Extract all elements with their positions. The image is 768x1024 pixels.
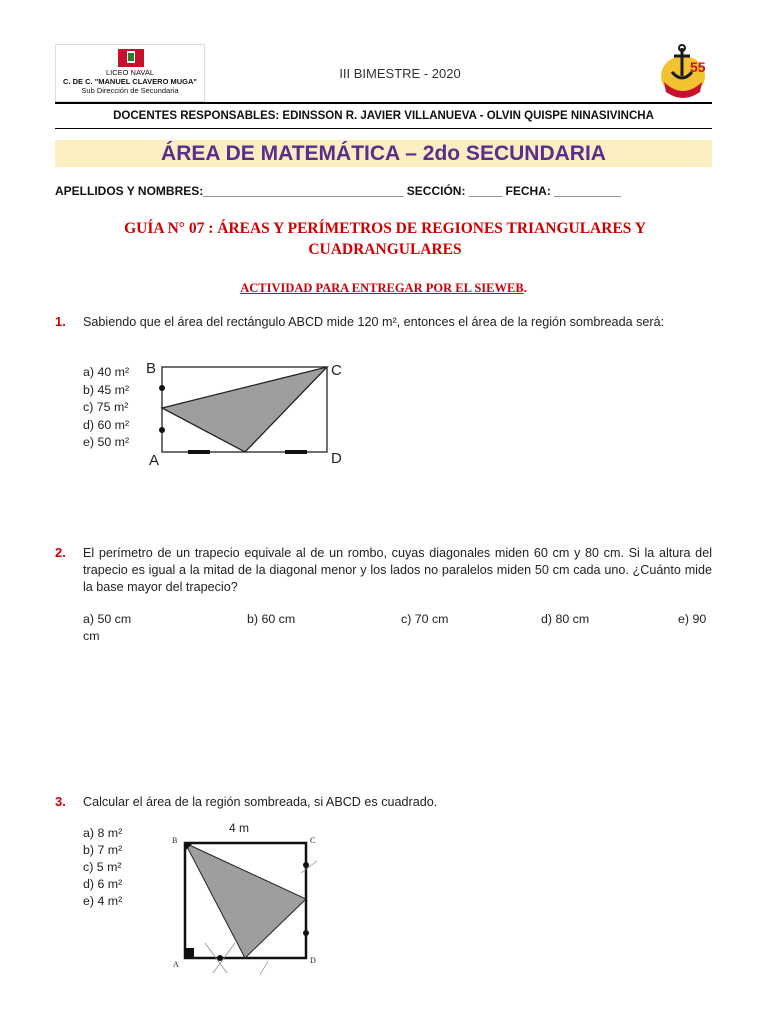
q3-option-b: b) 7 m² [83,843,123,857]
area-title: ÁREA DE MATEMÁTICA – 2do SECUNDARIA [161,142,606,165]
bimestre-label: III BIMESTRE - 2020 [339,66,461,81]
guide-title [70,218,700,260]
flag-icon [118,49,144,67]
school-name: C. DE C. "MANUEL CLAVERO MUGA" [63,77,197,86]
q2-text: El perímetro de un trapecio equivale al de un rombo, cuyas diagonales miden 60 cm y 80 cm. Si la altura del trapecio es igual a la mitad de la diagonal menor y los lados no paralelos miden 50 cm cada uno. ¿Cuánto mide la base mayor del trapecio? [83,546,712,594]
q1-options [83,364,129,452]
q3-construction-line-4 [301,861,317,873]
q1-option-e: e) 50 m² [83,435,130,449]
q1-label-d: D [331,450,342,467]
student-info-line: APELLIDOS Y NOMBRES:______________________________ SECCIÓN: _____ FECHA: __________ [55,184,621,198]
header-divider [55,102,712,104]
school-small-text: LICEO NAVAL [105,68,155,77]
q3-option-c: c) 5 m² [83,860,122,874]
docentes-line: DOCENTES RESPONSABLES: EDINSSON R. JAVIER VILLANUEVA - OLVIN QUISPE NINASIVINCHA [113,110,654,122]
q3-tick-right-lower [303,930,309,936]
q3-number: 3. [55,794,66,809]
q3-figure [165,815,335,975]
q1-mark-left [188,450,210,454]
anniversary-emblem-icon [652,42,714,102]
q2-option-e-unit: cm [83,629,100,643]
guide-title-line1: GUÍA N° 07 : ÁREAS Y PERÍMETROS DE REGIONES TRIANGULARES Y [124,220,646,237]
svg-text:55: 55 [690,59,706,75]
q2-option-c: c) 70 cm [401,612,449,626]
q3-options [83,825,122,910]
guide-title-line2: CUADRANGULARES [308,241,462,258]
q1-label-b: B [146,360,157,377]
q1-option-d: d) 60 m² [83,417,130,432]
q3-option-d: d) 6 m² [83,877,123,891]
q2-option-e: e) 90 [678,612,707,626]
activity-dot: . [523,281,527,295]
q3-label-c: C [310,836,316,845]
q3-right-angle-mark [185,948,194,958]
q3-option-a: a) 8 m² [83,826,123,840]
q1-option-c: c) 75 m² [83,400,129,414]
q1-option-a: a) 40 m² [83,365,130,379]
q2-option-d: d) 80 cm [541,612,590,626]
q3-label-d: D [310,956,316,965]
q3-label-b: B [172,836,178,845]
q3-label-a: A [173,960,179,969]
activity-note [55,281,712,296]
q1-mark-right [285,450,307,454]
q3-text: Calcular el área de la región sombreada, si ABCD es cuadrado. [83,795,438,809]
q2-option-b: b) 60 cm [247,612,296,626]
q1-option-b: b) 45 m² [83,382,130,397]
q1-tick-lower [159,427,165,433]
docentes-divider [55,128,712,129]
q2-option-a: a) 50 cm [83,612,132,626]
school-subdirection: Sub Dirección de Secundaria [81,86,179,95]
q1-tick-upper [159,385,165,391]
q1-label-c: C [331,362,342,379]
q3-tick-right-upper [303,862,309,868]
q3-shaded-triangle [185,843,306,958]
q3-option-e: e) 4 m² [83,894,123,908]
q1-label-a: A [149,452,160,469]
q3-construction-line-3 [260,961,268,975]
q1-shaded-triangle [162,367,327,452]
school-logo [55,44,205,102]
q1-figure [140,355,360,470]
activity-text: ACTIVIDAD PARA ENTREGAR POR EL SIEWEB [240,281,524,295]
q1-text: Sabiendo que el área del rectángulo ABCD mide 120 m², entonces el área de la región sombreada será: [83,315,665,329]
q1-number: 1. [55,314,66,329]
q2-number: 2. [55,545,66,560]
q3-side-label: 4 m [229,821,250,835]
